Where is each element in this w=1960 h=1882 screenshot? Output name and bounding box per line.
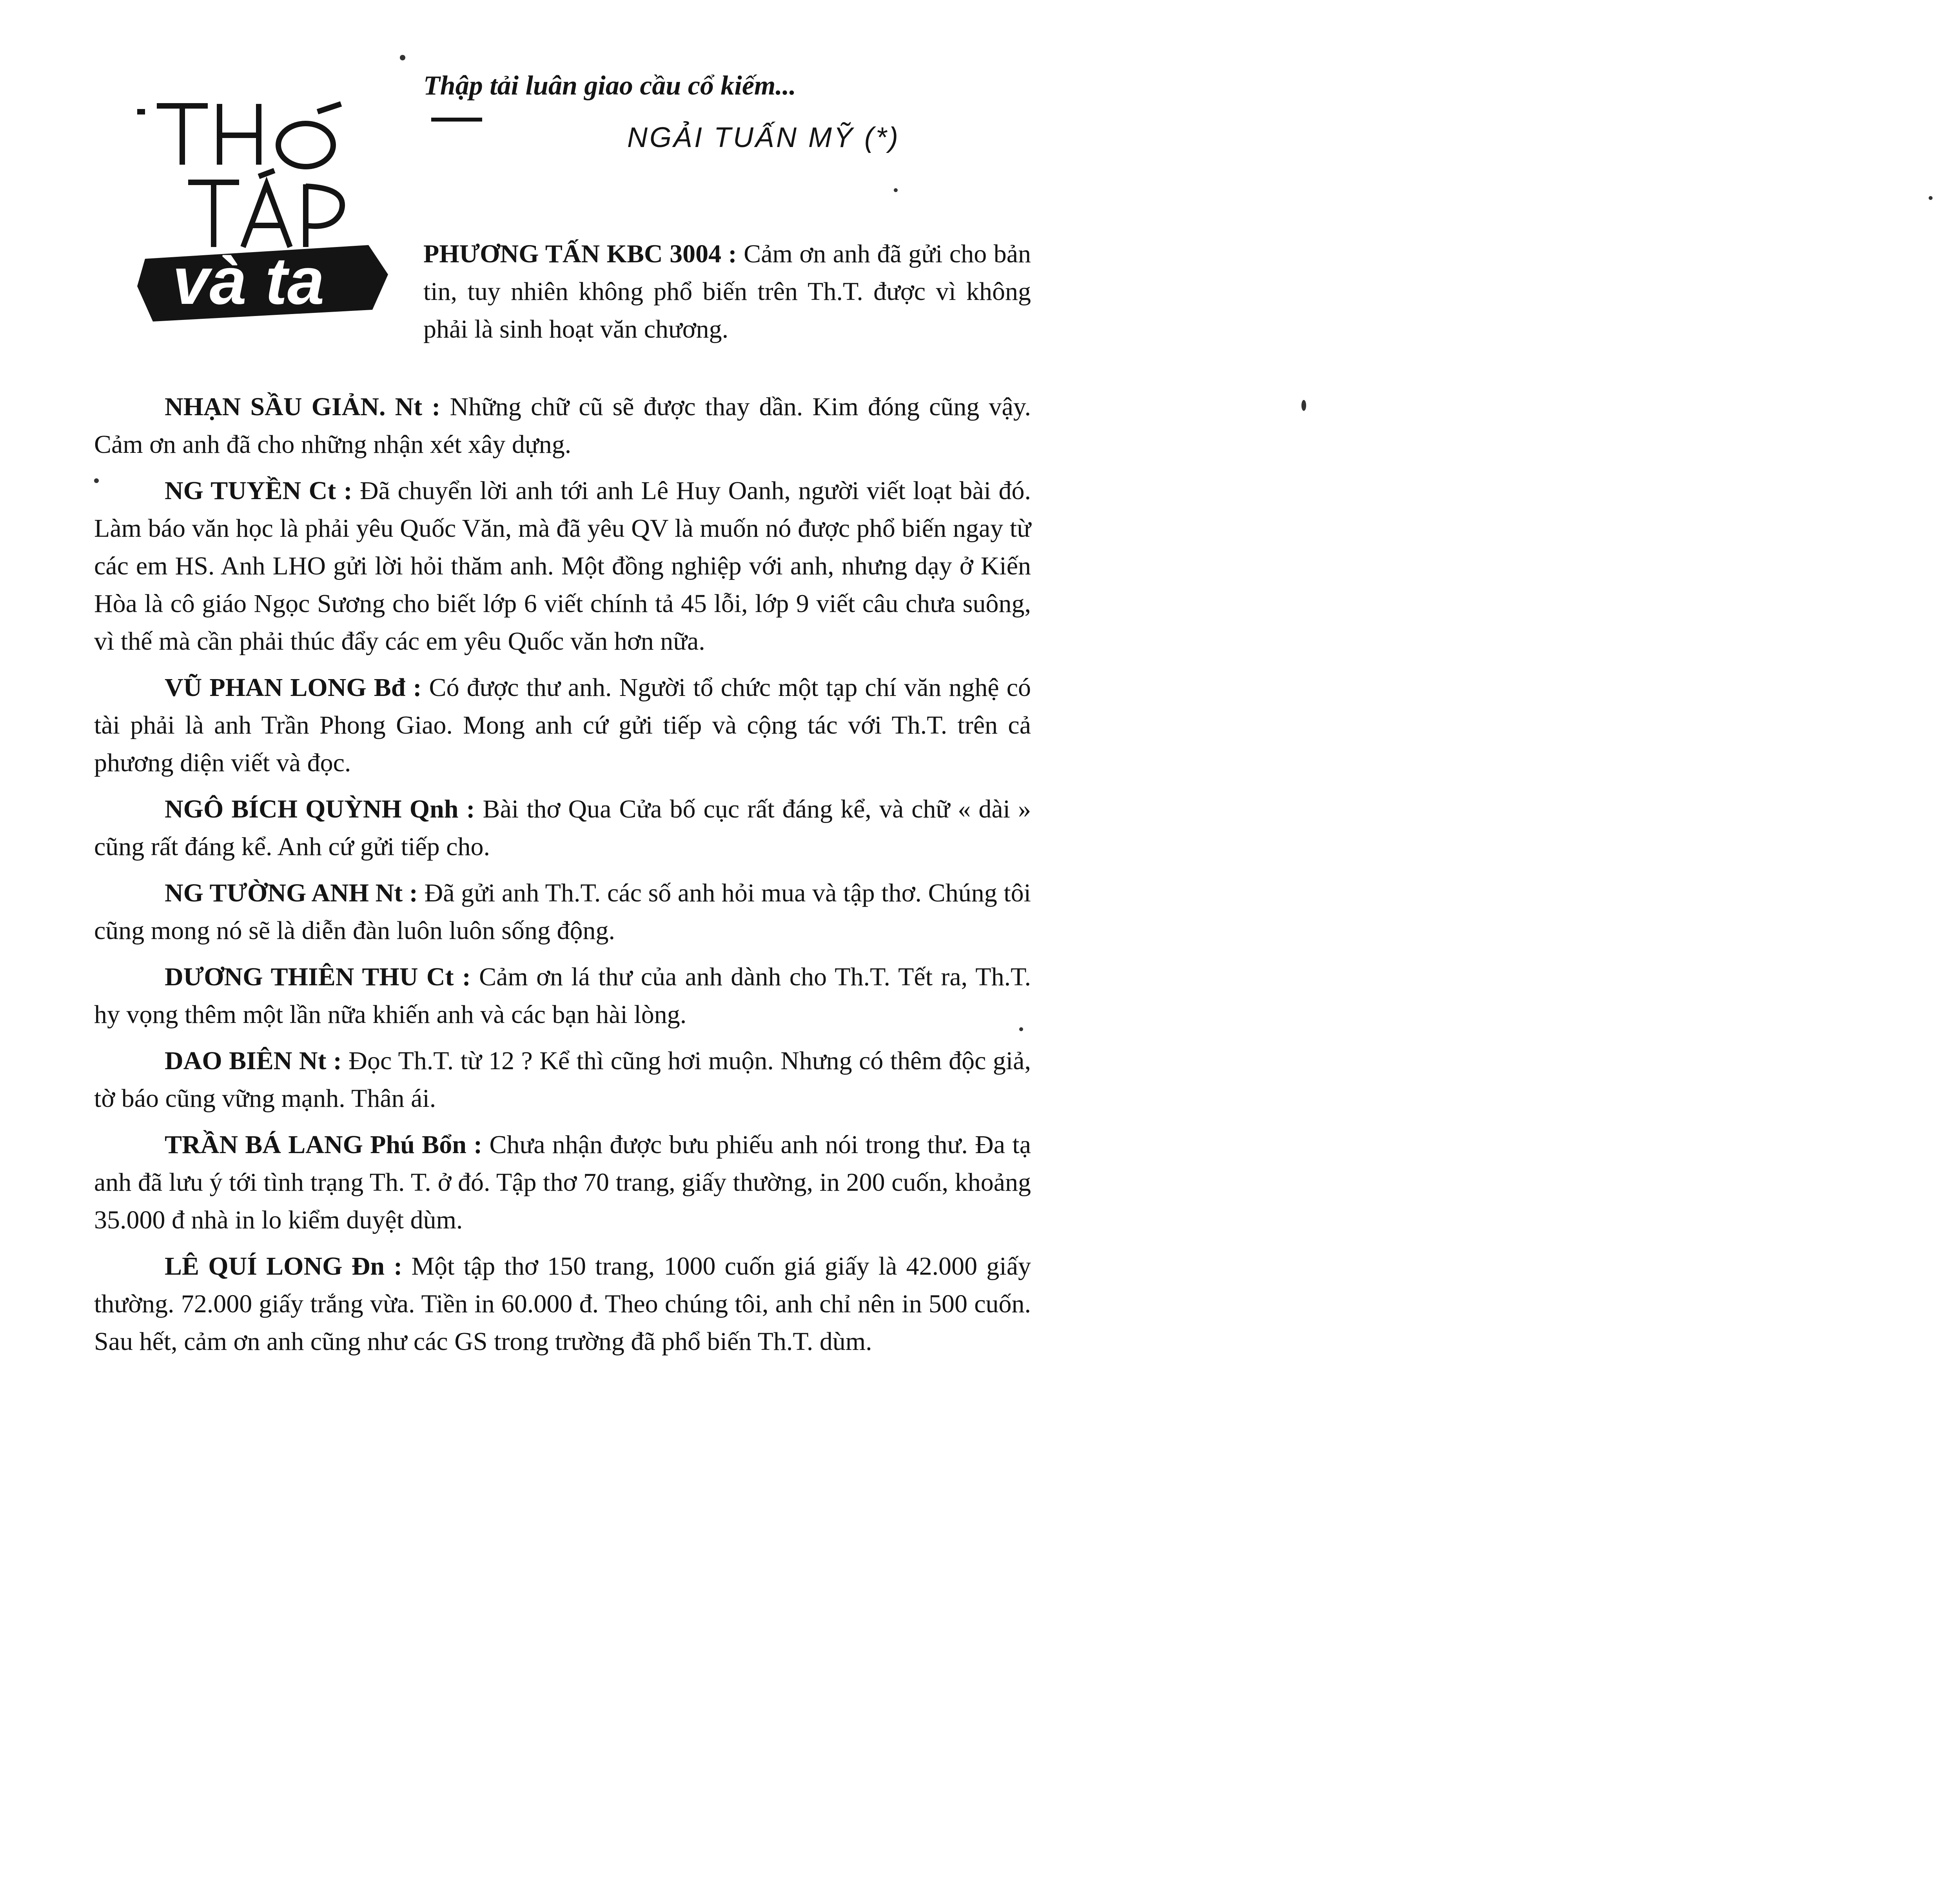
right-page xyxy=(1254,0,1960,1882)
letter-entry xyxy=(94,669,1031,782)
scan-speck xyxy=(1019,1027,1023,1031)
letter-entry xyxy=(94,790,1031,866)
entry-name: NHẠN SẦU GIẢN. Nt : xyxy=(165,392,441,421)
letter-entry xyxy=(423,235,1031,348)
tho-tap-va-ta-logo xyxy=(129,90,404,325)
entry-text: Đọc Th.T. từ 12 ? Kể thì cũng hơi muộn. Nhưng có thêm độc giả, tờ báo cũng vững mạnh. Thân ái. xyxy=(94,1046,1031,1113)
scan-speck xyxy=(94,478,99,483)
left-column-top xyxy=(423,235,1031,357)
entry-text: Đã gửi anh Th.T. các số anh hỏi mua và tập thơ. Chúng tôi cũng mong nó sẽ là diễn đàn luôn luôn sống động. xyxy=(94,879,1031,945)
epigraph-author: NGẢI TUẤN MỸ (*) xyxy=(627,122,900,153)
entry-name: NG TUYỀN Ct : xyxy=(165,476,352,505)
entry-text: Đã chuyển lời anh tới anh Lê Huy Oanh, người viết loạt bài đó. Làm báo văn học là phải yêu Quốc Văn, mà đã yêu QV là muốn nó được phổ biến ngay từ các em HS. Anh LHO gửi lời hỏi thăm anh. Một đồng nghiệp với anh, nhưng dạy ở Kiến Hòa là cô giáo Ngọc Sương cho biết lớp 6 viết chính tả 45 lỗi, lớp 9 viết câu chưa suông, vì thế mà cần phải thúc đẩy các em yêu Quốc văn hơn nữa. xyxy=(94,476,1031,656)
entry-name: DƯƠNG THIÊN THU Ct : xyxy=(165,963,471,991)
letter-entry xyxy=(94,472,1031,660)
entry-name: TRẦN BÁ LANG Phú Bổn : xyxy=(165,1130,483,1159)
entry-text: Những chữ cũ sẽ được thay dần. Kim đóng cũng vậy. Cảm ơn anh đã cho những nhận xét xây dựng. xyxy=(94,392,1031,459)
svg-text:và ta: và ta xyxy=(172,244,325,318)
entry-name: LÊ QUÍ LONG Đn : xyxy=(165,1252,403,1281)
letter-entry xyxy=(94,1248,1031,1361)
entry-name: NG TƯỜNG ANH Nt : xyxy=(165,879,418,907)
masthead-logo xyxy=(129,90,404,325)
entry-text: Bài thơ Qua Cửa bố cục rất đáng kể, và chữ « dài » cũng rất đáng kể. Anh cứ gửi tiếp cho. xyxy=(94,795,1031,861)
epigraph-dash xyxy=(431,118,482,122)
left-column xyxy=(94,388,1031,1369)
letter-entry xyxy=(94,388,1031,463)
epigraph: Thập tải luân giao cầu cổ kiếm... xyxy=(423,71,796,101)
entry-text: Có được thư anh. Người tổ chức một tạp chí văn nghệ có tài phải là anh Trần Phong Giao. Mong anh cứ gửi tiếp và cộng tác với Th.T. trên cả phương diện viết và đọc. xyxy=(94,673,1031,777)
letter-entry xyxy=(94,1126,1031,1239)
scan-speck xyxy=(400,55,405,60)
letter-entry xyxy=(94,958,1031,1034)
scan-speck xyxy=(894,188,898,192)
scan-speck xyxy=(1929,196,1933,200)
entry-name: PHƯƠNG TẤN KBC 3004 : xyxy=(423,240,737,268)
entry-text: Cảm ơn lá thư của anh dành cho Th.T. Tết ra, Th.T. hy vọng thêm một lần nữa khiến anh và các bạn hài lòng. xyxy=(94,963,1031,1029)
entry-text: Một tập thơ 150 trang, 1000 cuốn giá giấy là 42.000 giấy thường. 72.000 giấy trắng vừa. Tiền in 60.000 đ. Theo chúng tôi, anh chỉ nên in 500 cuốn. Sau hết, cảm ơn anh cũng như các GS trong trường đã phổ biến Th.T. dùm. xyxy=(94,1252,1031,1356)
entry-text: Cảm ơn anh đã gửi cho bản tin, tuy nhiên không phổ biến trên Th.T. được vì không phải là sinh hoạt văn chương. xyxy=(423,240,1031,343)
letter-entry xyxy=(94,1042,1031,1117)
entry-text: Chưa nhận được bưu phiếu anh nói trong thư. Đa tạ anh đã lưu ý tới tình trạng Th. T. ở đó. Tập thơ 70 trang, giấy thường, in 200 cuốn, khoảng 35.000 đ nhà in lo kiểm duyệt dùm. xyxy=(94,1130,1031,1234)
entry-name: DAO BIÊN Nt : xyxy=(165,1046,342,1075)
entry-name: VŨ PHAN LONG Bđ : xyxy=(165,673,422,702)
entry-name: NGÔ BÍCH QUỲNH Qnh : xyxy=(165,795,475,823)
letter-entry xyxy=(94,874,1031,950)
scan-speck xyxy=(1301,400,1306,411)
